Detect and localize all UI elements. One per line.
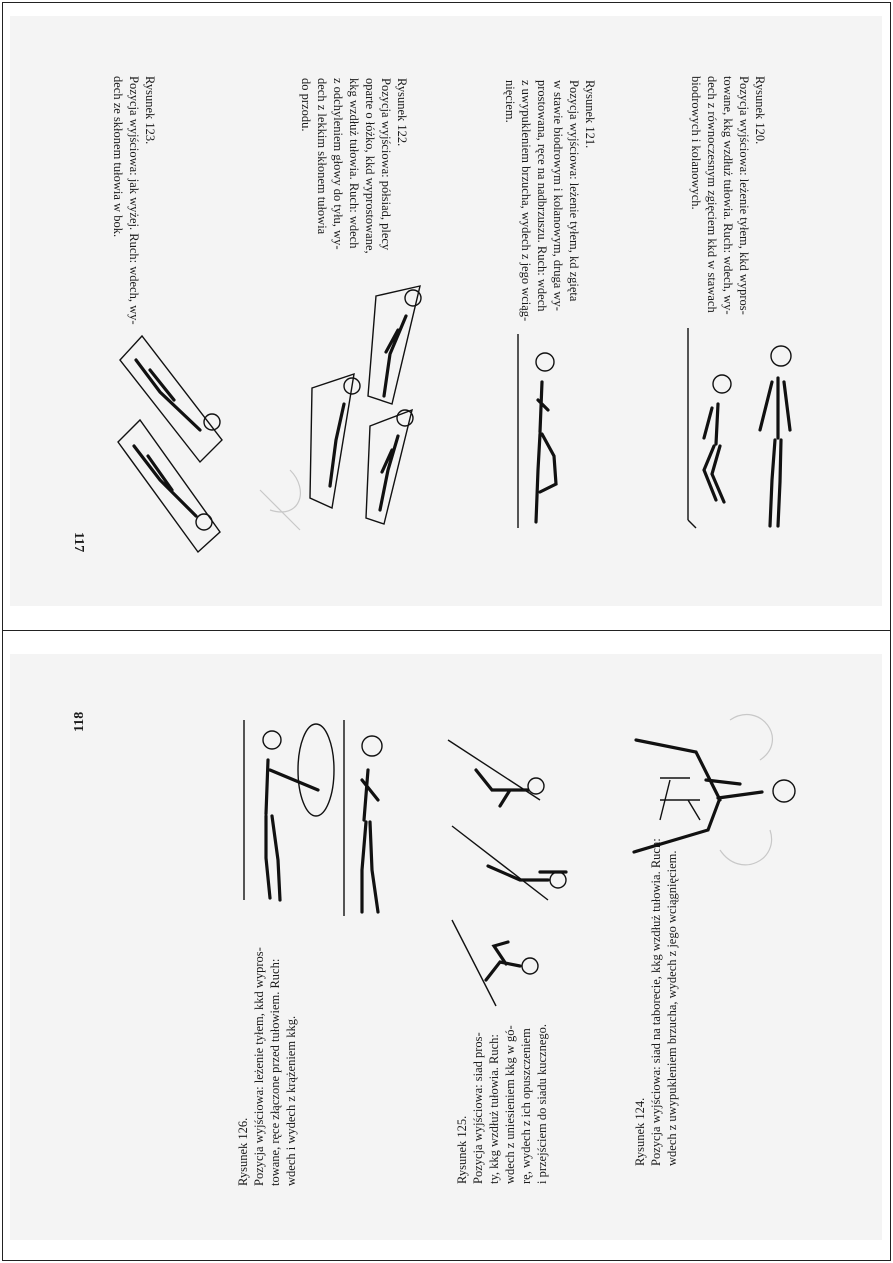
caption-title: Rysunek 122. xyxy=(395,78,409,147)
caption-line: rę, wydech z ich opuszczeniem xyxy=(519,1028,533,1184)
caption-line: z uwypukleniem brzucha, wydech z jego wciąg- xyxy=(519,80,533,322)
caption-line: Pozycja wyjściowa: siad pros- xyxy=(471,1032,485,1184)
caption-line: Pozycja wyjściowa: siad na taborecie, kkg wzdłuż tułowia. Ruch: xyxy=(649,838,663,1166)
caption-line: w stawie biodrowym i kolanowym, druga wy- xyxy=(551,80,565,311)
caption-line: towane, ręce złączone przed tułowiem. Ruch: xyxy=(268,958,282,1186)
caption-line: do przodu. xyxy=(299,78,313,132)
caption-title: Rysunek 121. xyxy=(583,80,597,149)
page-number: 118 xyxy=(72,711,87,732)
caption-line: biodrowych i kolanowych. xyxy=(689,76,703,210)
caption-line: towane, kkg wzdłuż tułowia. Ruch: wdech, wy- xyxy=(721,76,735,315)
caption-line: ty, kkg wzdłuż tułowia. Ruch: xyxy=(487,1034,501,1184)
caption-line: wdech i wydech z krążeniem kkg. xyxy=(284,1015,298,1186)
caption-title: Rysunek 120. xyxy=(753,76,767,145)
caption-line: z odchyleniem głowy do tyłu, wy- xyxy=(331,78,345,250)
caption-line: Pozycja wyjściowa: półsiad, plecy xyxy=(379,78,393,251)
caption-line: wdech z uniesieniem kkg w gó- xyxy=(503,1025,517,1184)
caption-line: Pozycja wyjściowa: jak wyżej. Ruch: wdech, wy- xyxy=(127,76,141,325)
caption-line: oparte o łóżko, kkd wyprostowane, xyxy=(363,78,377,254)
caption-title: Rysunek 123. xyxy=(143,76,157,145)
caption-title: Rysunek 125. xyxy=(455,1115,469,1184)
caption-line: wdech z uwypukleniem brzucha, wydech z jego wciągnięciem. xyxy=(665,850,679,1166)
page-number: 117 xyxy=(71,532,86,553)
caption-line: nięciem. xyxy=(503,80,517,123)
caption-line: dech ze skłonem tułowia w bok. xyxy=(111,76,125,238)
caption-line: i przejściem do siadu kucznego. xyxy=(535,1023,549,1184)
caption-title: Rysunek 124. xyxy=(633,1097,647,1166)
caption-line: kkg wzdłuż tułowia. Ruch: wdech xyxy=(347,78,361,249)
caption-line: Pozycja wyjściowa: leżenie tyłem, kkd wypros- xyxy=(252,947,266,1186)
caption-line: prostowana, ręce na nadbrzuszu. Ruch: wdech xyxy=(535,80,549,312)
caption-line: Pozycja wyjściowa: leżenie tyłem, kd zgięta xyxy=(567,80,581,302)
caption-line: dech z lekkim skłonem tułowia xyxy=(315,78,329,235)
caption-line: Pozycja wyjściowa: leżenie tyłem, kkd wypros- xyxy=(737,76,751,315)
caption-title: Rysunek 126. xyxy=(236,1117,250,1186)
caption-line: dech z równoczesnym zgięciem kkd w stawach xyxy=(705,76,719,313)
